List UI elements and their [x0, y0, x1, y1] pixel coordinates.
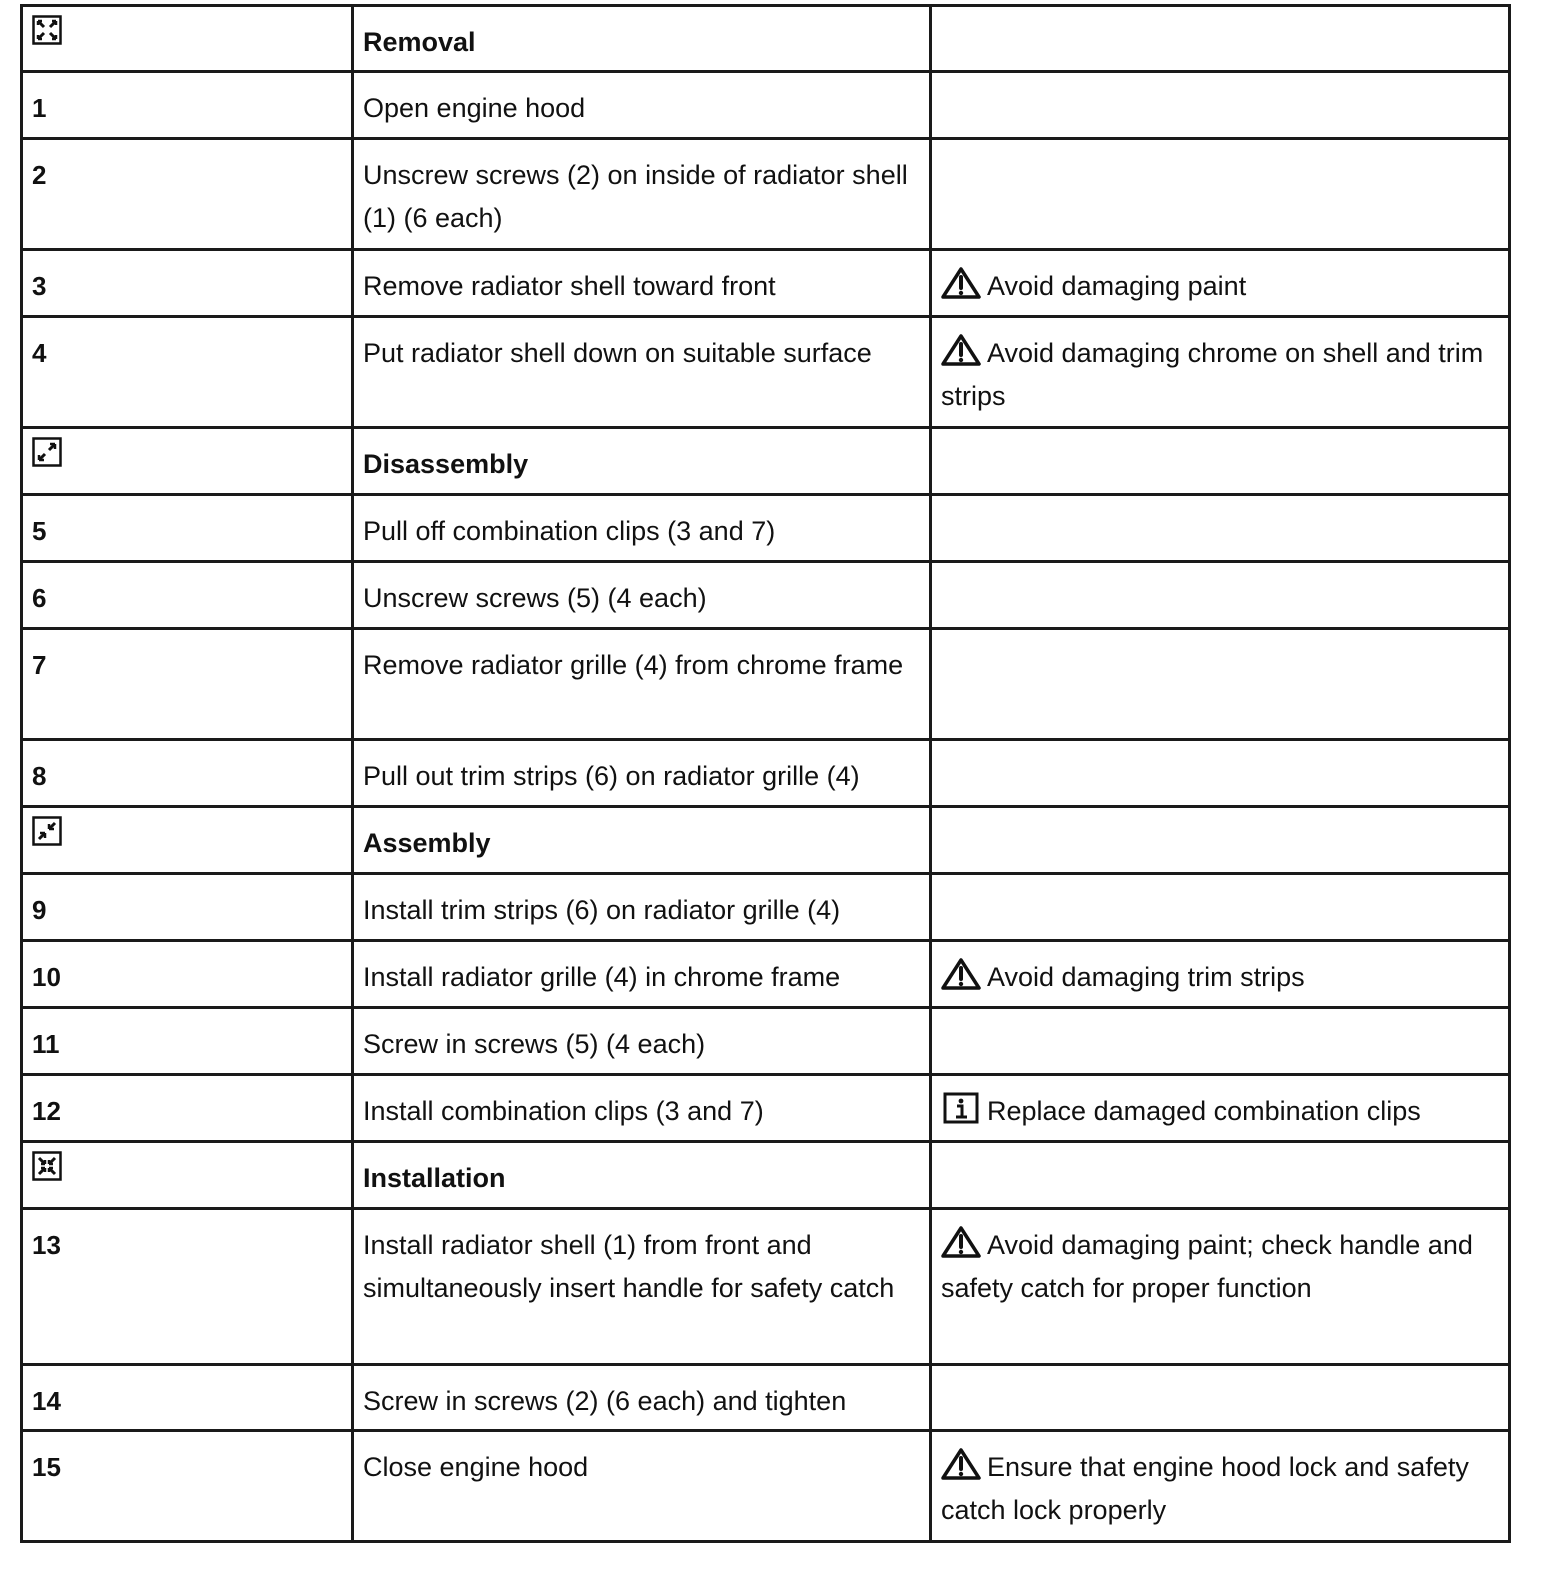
note-cell — [931, 1075, 1510, 1142]
step-text-cell — [353, 1365, 931, 1431]
step-text: Unscrew screws (5) (4 each) — [363, 583, 707, 613]
step-number-cell — [22, 1008, 353, 1075]
section-title-cell — [353, 807, 931, 874]
step-row — [22, 495, 1510, 562]
step-text: Put radiator shell down on suitable surface — [363, 338, 872, 368]
note-cell — [931, 629, 1510, 740]
step-text: Pull off combination clips (3 and 7) — [363, 516, 776, 546]
step-number-cell — [22, 1075, 353, 1142]
note-text: Replace damaged combination clips — [987, 1096, 1421, 1126]
warning-icon — [941, 267, 981, 299]
note-cell — [931, 1008, 1510, 1075]
note-cell — [931, 428, 1510, 495]
step-row — [22, 1008, 1510, 1075]
step-number: 13 — [32, 1230, 61, 1260]
section-title: Removal — [363, 27, 476, 57]
step-number-cell — [22, 495, 353, 562]
step-row — [22, 562, 1510, 629]
step-text-cell — [353, 250, 931, 317]
note-cell — [931, 139, 1510, 250]
step-row — [22, 629, 1510, 740]
step-text: Screw in screws (2) (6 each) and tighten — [363, 1386, 847, 1416]
info-icon — [941, 1092, 981, 1124]
step-number-cell — [22, 1365, 353, 1431]
step-number-cell — [22, 874, 353, 941]
note-cell — [931, 562, 1510, 629]
note-cell — [931, 6, 1510, 72]
step-number-cell — [22, 1431, 353, 1542]
step-row — [22, 250, 1510, 317]
step-text-cell — [353, 941, 931, 1008]
section-icon-cell — [22, 428, 353, 495]
step-text: Unscrew screws (2) on inside of radiator shell (1) (6 each) — [363, 160, 908, 233]
step-text-cell — [353, 629, 931, 740]
warning-icon — [941, 1448, 981, 1480]
step-text: Install trim strips (6) on radiator grille (4) — [363, 895, 841, 925]
step-row — [22, 1075, 1510, 1142]
step-number-cell — [22, 1209, 353, 1365]
step-text-cell — [353, 1209, 931, 1365]
step-row — [22, 874, 1510, 941]
step-number: 7 — [32, 650, 47, 680]
warning-icon — [941, 334, 981, 366]
note-text: Avoid damaging paint — [987, 271, 1247, 301]
section-row — [22, 1142, 1510, 1209]
step-text: Remove radiator shell toward front — [363, 271, 776, 301]
step-text-cell — [353, 562, 931, 629]
note-cell — [931, 941, 1510, 1008]
note-cell — [931, 1142, 1510, 1209]
step-text-cell — [353, 1008, 931, 1075]
step-row — [22, 1209, 1510, 1365]
step-text-cell — [353, 874, 931, 941]
step-number-cell — [22, 317, 353, 428]
section-title-cell — [353, 6, 931, 72]
section-title: Assembly — [363, 828, 491, 858]
procedure-table-body — [22, 6, 1510, 1542]
section-symbol-icon — [32, 437, 62, 467]
step-row — [22, 1365, 1510, 1431]
step-number: 9 — [32, 895, 47, 925]
step-number-cell — [22, 139, 353, 250]
warning-icon — [941, 1226, 981, 1258]
step-number: 15 — [32, 1452, 61, 1482]
step-row — [22, 1431, 1510, 1542]
step-number: 8 — [32, 761, 47, 791]
note-cell — [931, 250, 1510, 317]
step-number-cell — [22, 941, 353, 1008]
note-cell — [931, 1431, 1510, 1542]
step-text-cell — [353, 1431, 931, 1542]
step-text-cell — [353, 72, 931, 139]
step-number-cell — [22, 72, 353, 139]
section-title: Disassembly — [363, 449, 529, 479]
step-row — [22, 139, 1510, 250]
step-text: Pull out trim strips (6) on radiator grille (4) — [363, 761, 860, 791]
step-number: 2 — [32, 160, 47, 190]
step-number-cell — [22, 562, 353, 629]
note-cell — [931, 740, 1510, 807]
warning-icon — [941, 958, 981, 990]
step-number: 6 — [32, 583, 47, 613]
note-cell — [931, 874, 1510, 941]
note-text: Ensure that engine hood lock and safety catch lock properly — [941, 1452, 1469, 1525]
step-text-cell — [353, 740, 931, 807]
section-symbol-icon — [32, 816, 62, 846]
step-text: Install combination clips (3 and 7) — [363, 1096, 764, 1126]
step-number: 5 — [32, 516, 47, 546]
step-row — [22, 72, 1510, 139]
step-text: Install radiator shell (1) from front and simultaneously insert handle for safety catch — [363, 1230, 895, 1303]
step-number: 4 — [32, 338, 47, 368]
step-row — [22, 317, 1510, 428]
section-row — [22, 428, 1510, 495]
section-symbol-icon — [32, 15, 62, 45]
section-icon-cell — [22, 807, 353, 874]
section-row — [22, 6, 1510, 72]
section-icon-cell — [22, 1142, 353, 1209]
step-text-cell — [353, 139, 931, 250]
section-title-cell — [353, 428, 931, 495]
step-text: Remove radiator grille (4) from chrome frame — [363, 650, 904, 680]
step-number-cell — [22, 740, 353, 807]
note-cell — [931, 1209, 1510, 1365]
step-number: 12 — [32, 1096, 61, 1126]
step-number: 1 — [32, 93, 47, 123]
procedure-table — [20, 4, 1511, 1543]
note-text: Avoid damaging paint; check handle and safety catch for proper function — [941, 1230, 1473, 1303]
note-text: Avoid damaging trim strips — [987, 962, 1305, 992]
note-cell — [931, 317, 1510, 428]
step-row — [22, 941, 1510, 1008]
step-number: 3 — [32, 271, 47, 301]
step-row — [22, 740, 1510, 807]
section-icon-cell — [22, 6, 353, 72]
step-text: Open engine hood — [363, 93, 586, 123]
step-text-cell — [353, 317, 931, 428]
note-cell — [931, 1365, 1510, 1431]
note-text: Avoid damaging chrome on shell and trim strips — [941, 338, 1484, 411]
section-title: Installation — [363, 1163, 506, 1193]
step-number: 14 — [32, 1386, 61, 1416]
note-cell — [931, 807, 1510, 874]
step-number: 10 — [32, 962, 61, 992]
step-number: 11 — [32, 1029, 60, 1059]
note-cell — [931, 72, 1510, 139]
step-text-cell — [353, 1075, 931, 1142]
step-text: Screw in screws (5) (4 each) — [363, 1029, 706, 1059]
step-number-cell — [22, 250, 353, 317]
section-symbol-icon — [32, 1151, 62, 1181]
step-text: Close engine hood — [363, 1452, 589, 1482]
step-number-cell — [22, 629, 353, 740]
step-text: Install radiator grille (4) in chrome frame — [363, 962, 841, 992]
step-text-cell — [353, 495, 931, 562]
note-cell — [931, 495, 1510, 562]
section-title-cell — [353, 1142, 931, 1209]
section-row — [22, 807, 1510, 874]
